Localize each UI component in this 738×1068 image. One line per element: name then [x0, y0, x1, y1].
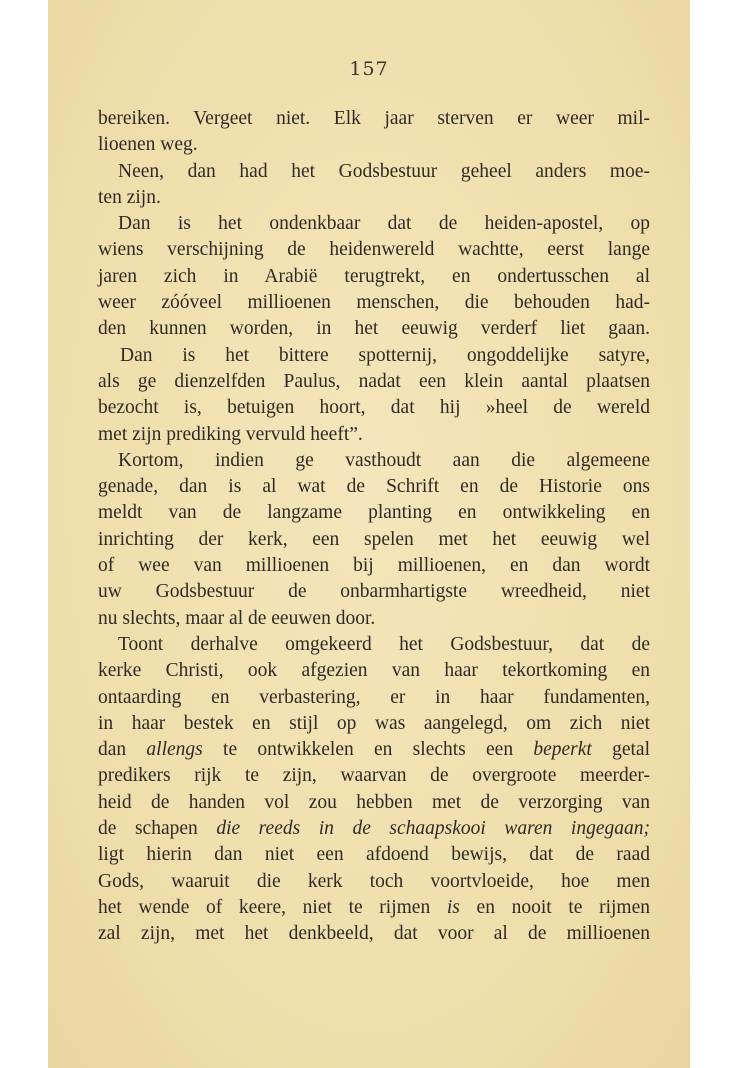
text-line [98, 343, 650, 369]
text-line [98, 553, 650, 579]
text-line [98, 763, 650, 789]
text-line [98, 185, 650, 211]
text-segment: predikers rijk te zijn, waarvan de overgroote meerder- [98, 765, 650, 787]
text-line [98, 316, 650, 342]
text-line [98, 658, 650, 684]
text-line [98, 816, 650, 842]
text-line [98, 369, 650, 395]
page-number: 157 [349, 58, 389, 80]
text-segment: te ontwikkelen en slechts een [202, 739, 534, 761]
text-line [98, 685, 650, 711]
text-segment: zal zijn, met het denkbeeld, dat voor al de millioenen [98, 923, 650, 945]
text-line [98, 921, 650, 947]
text-segment: den kunnen worden, in het eeuwig verderf liet gaan. [98, 318, 650, 340]
text-line [98, 474, 650, 500]
body-text [98, 106, 650, 948]
text-line [98, 842, 650, 868]
text-segment: heid de handen vol zou hebben met de verzorging van [98, 791, 650, 813]
text-line [98, 606, 650, 632]
text-segment: kerke Christi, ook afgezien van haar tekortkoming en [98, 660, 650, 682]
text-segment: Toont derhalve omgekeerd het Godsbestuur, dat de [118, 633, 650, 655]
text-line [98, 132, 650, 158]
text-line [98, 237, 650, 263]
text-line [98, 737, 650, 763]
text-segment: getal [591, 739, 650, 761]
text-segment: inrichting der kerk, een spelen met het eeuwig wel [98, 528, 650, 550]
text-segment: Kortom, indien ge vasthoudt aan die algemeene [118, 449, 650, 471]
text-segment: lioenen weg. [98, 134, 198, 156]
text-segment: in haar bestek en stijl op was aangelegd, om zich niet [98, 712, 650, 734]
text-segment: ontaarding en verbastering, er in haar fundamenten, [98, 686, 650, 708]
text-line [98, 290, 650, 316]
text-line [98, 159, 650, 185]
text-segment: als ge dienzelfden Paulus, nadat een klein aantal plaatsen [98, 370, 650, 392]
text-segment: genade, dan is al wat de Schrift en de Historie ons [98, 476, 650, 498]
text-segment: Gods, waaruit die kerk toch voortvloeide, hoe men [98, 870, 650, 892]
text-line [98, 895, 650, 921]
text-line [98, 527, 650, 553]
italic-text: beperkt [533, 739, 592, 761]
text-line [98, 711, 650, 737]
text-segment: met zijn prediking vervuld heeft”. [98, 423, 363, 445]
text-line [98, 106, 650, 132]
text-line [98, 422, 650, 448]
text-line [98, 632, 650, 658]
text-line [98, 579, 650, 605]
text-line [98, 448, 650, 474]
text-line [98, 790, 650, 816]
italic-text: die reeds in de schaapskooi waren ingegaan; [216, 818, 650, 840]
text-segment: Dan is het bittere spotternij, ongoddelijke satyre, [120, 344, 650, 366]
text-line [98, 500, 650, 526]
text-line [98, 869, 650, 895]
text-segment: Dan is het ondenkbaar dat de heiden-apostel, op [118, 213, 650, 235]
text-segment: bereiken. Vergeet niet. Elk jaar sterven er weer mil- [98, 108, 650, 129]
text-line [98, 264, 650, 290]
text-segment: en nooit te rijmen [459, 896, 650, 918]
italic-text: allengs [146, 739, 203, 761]
text-segment: Neen, dan had het Godsbestuur geheel anders moe- [118, 160, 650, 182]
book-page [48, 0, 690, 1068]
text-segment: bezocht is, betuigen hoort, dat hij »heel de wereld [98, 397, 650, 419]
text-segment: weer zóóveel millioenen menschen, die behouden had- [98, 292, 650, 314]
text-segment: nu slechts, maar al de eeuwen door. [98, 607, 376, 629]
text-segment: het wende of keere, niet te rijmen [98, 896, 447, 918]
text-segment: ten zijn. [98, 186, 161, 208]
text-segment: of wee van millioenen bij millioenen, en dan wordt [98, 555, 650, 577]
text-segment: dan [98, 739, 147, 761]
text-segment: de schapen [98, 818, 217, 840]
text-segment: uw Godsbestuur de onbarmhartigste wreedheid, niet [98, 581, 650, 603]
text-segment: ligt hierin dan niet een afdoend bewijs, dat de raad [98, 844, 650, 866]
text-line [98, 395, 650, 421]
text-line [98, 211, 650, 237]
italic-text: is [446, 896, 460, 918]
text-segment: wiens verschijning de heidenwereld wachtte, eerst lange [98, 239, 650, 261]
text-segment: jaren zich in Arabië terugtrekt, en ondertusschen al [98, 265, 650, 287]
text-segment: meldt van de langzame planting en ontwikkeling en [98, 502, 650, 524]
